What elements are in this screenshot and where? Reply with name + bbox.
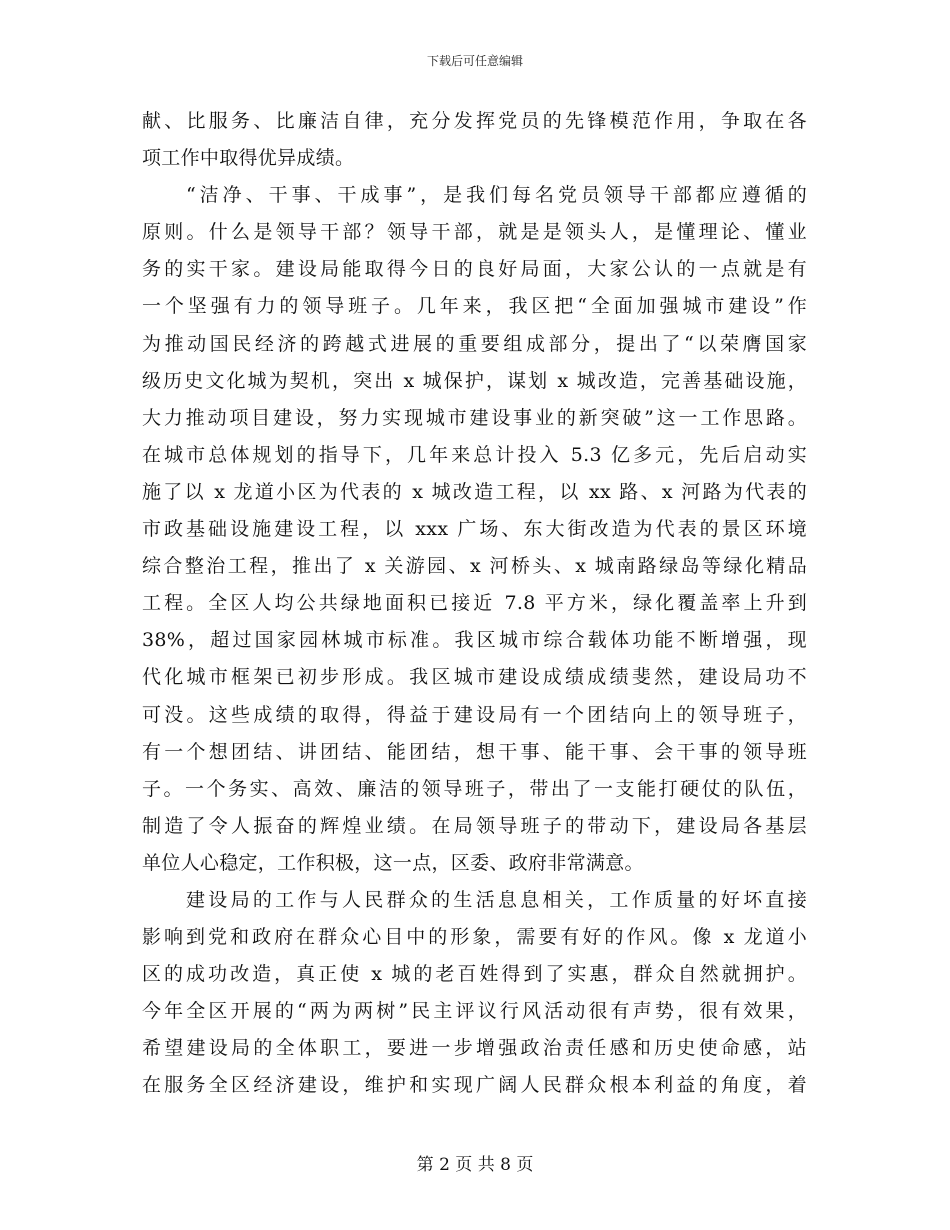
text-line: 子。一个务实、高效、廉洁的领导班子，带出了一支能打硬仗的队伍， [142,777,807,800]
text-line: 有一个想团结、讲团结、能团结，想干事、能干事、会干事的领导班 [142,740,807,763]
text-line: 级历史文化城为契机，突出 x 城保护，谋划 x 城改造，完善基础设施， [142,369,807,392]
text-line: 项工作中取得优异成绩。 [142,147,355,170]
document-body [142,103,807,1105]
text-line: 建设局的工作与人民群众的生活息息相关，工作质量的好坏直接 [186,888,807,911]
text-line: 一个坚强有力的领导班子。几年来，我区把“全面加强城市建设”作 [142,295,807,318]
text-line: “洁净、干事、干成事”，是我们每名党员领导干部都应遵循的 [186,184,807,207]
text-line: 市政基础设施建设工程，以 xxx 广场、东大街改造为代表的景区环境 [142,518,807,541]
text-line: 单位人心稳定，工作积极，这一点，区委、政府非常满意。 [142,851,644,874]
page-header: 下载后可任意编辑 [426,54,523,68]
page-number-footer: 第 2 页 共 8 页 [416,1155,534,1175]
paragraph [142,882,807,1105]
text-line: 施了以 x 龙道小区为代表的 x 城改造工程，以 xx 路、x 河路为代表的 [142,480,807,503]
paragraph [142,103,807,177]
text-line: 献、比服务、比廉洁自律，充分发挥党员的先锋模范作用，争取在各 [142,110,807,132]
text-line: 大力推动项目建设，努力实现城市建设事业的新突破”这一工作思路。 [142,406,807,429]
text-line: 代化城市框架已初步形成。我区城市建设成绩成绩斐然，建设局功不 [142,666,807,689]
text-line: 38%，超过国家园林城市标准。我区城市综合载体功能不断增强，现 [142,629,807,652]
text-line: 区的成功改造，真正使 x 城的老百姓得到了实惠，群众自然就拥护。 [142,963,807,986]
text-line: 工程。全区人均公共绿地面积已接近 7.8 平方米，绿化覆盖率上升到 [142,592,807,615]
text-line: 为推动国民经济的跨越式进展的重要组成部分，提出了“以荣膺国家 [142,332,807,355]
text-line: 希望建设局的全体职工，要进一步增强政治责任感和历史使命感，站 [142,1037,807,1060]
text-line: 影响到党和政府在群众心目中的形象，需要有好的作风。像 x 龙道小 [142,926,807,949]
text-line: 务的实干家。建设局能取得今日的良好局面，大家公认的一点就是有 [142,258,807,281]
text-line: 今年全区开展的“两为两树”民主评议行风活动很有声势，很有效果， [142,1000,807,1023]
text-line: 在城市总体规划的指导下，几年来总计投入 5.3 亿多元，先后启动实 [142,443,807,466]
text-line: 原则。什么是领导干部？领导干部，就是是领头人，是懂理论、懂业 [142,221,807,244]
text-line: 可没。这些成绩的取得，得益于建设局有一个团结向上的领导班子， [142,703,807,726]
text-line: 在服务全区经济建设，维护和实现广阔人民群众根本利益的角度，着 [142,1074,807,1097]
text-line: 制造了令人振奋的辉煌业绩。在局领导班子的带动下，建设局各基层 [142,814,807,837]
text-line: 综合整治工程，推出了 x 关游园、x 河桥头、x 城南路绿岛等绿化精品 [142,555,807,578]
paragraph [142,177,807,882]
